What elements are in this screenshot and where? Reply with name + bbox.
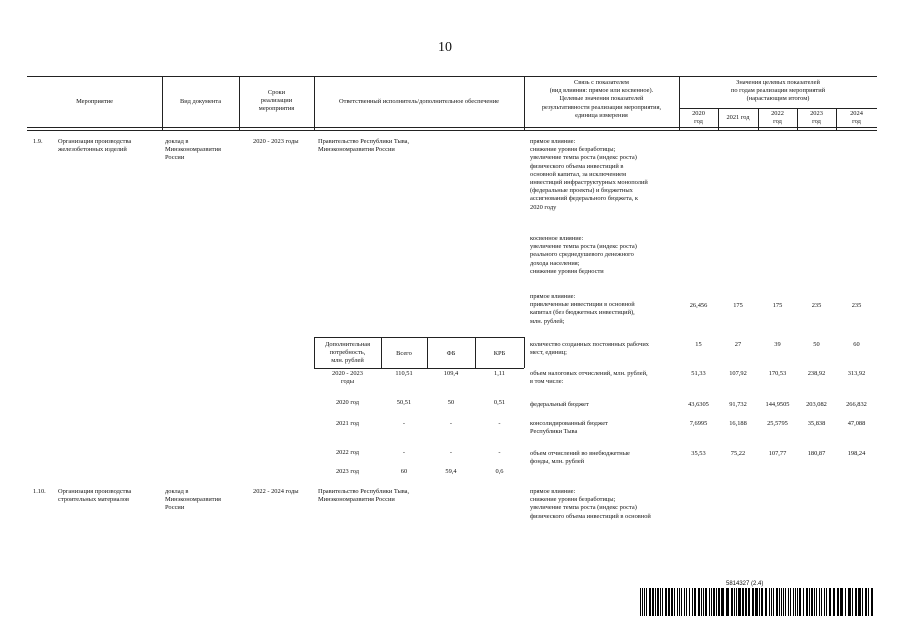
value-cell: 47,088 (847, 420, 866, 427)
value-cell: 25,5795 (767, 420, 788, 427)
financing-fb: 50 (447, 399, 455, 406)
barcode-bar (660, 588, 661, 616)
year-2021: 2021 год (726, 114, 750, 121)
value-cell: 51,33 (691, 370, 706, 377)
barcode-image (640, 588, 876, 616)
header-responsible: Ответственный исполнитель/дополнительное обеспечение (339, 98, 499, 105)
barcode-bar (646, 588, 647, 616)
barcode-bar (868, 588, 869, 616)
financing-fb: - (449, 420, 453, 427)
year-2022: 2022 год (771, 110, 784, 126)
barcode-bar (731, 588, 733, 616)
financing-header-need: Дополнительная потребность, млн. рублей (324, 341, 371, 365)
barcode-bar (773, 588, 774, 616)
financing-period: 2023 год (335, 468, 360, 475)
row-deadline: 2020 - 2023 годы (253, 138, 299, 145)
barcode-bar (765, 588, 767, 616)
barcode-bar (840, 588, 843, 616)
row-responsible: Правительство Республики Тыва, Минэкономразвития России (318, 138, 410, 154)
barcode-bar (684, 588, 685, 616)
value-cell: 198,24 (847, 450, 866, 457)
barcode-bar (785, 588, 786, 616)
barcode-bar (769, 588, 770, 616)
value-cell: 16,188 (729, 420, 747, 427)
row-doc-type: доклад в Минэкономразвития России (165, 138, 221, 162)
table-header-bottom-rule (27, 127, 877, 128)
value-cell: 235 (851, 302, 862, 309)
barcode-bar (833, 588, 835, 616)
financing-krb: - (498, 420, 501, 427)
barcode-bar (821, 588, 822, 616)
barcode-bar (718, 588, 720, 616)
barcode-bar (845, 588, 846, 616)
barcode-bar (865, 588, 867, 616)
value-cell: 313,92 (847, 370, 866, 377)
barcode-bar (671, 588, 673, 616)
indirect-influence-block: косвенное влияние: увеличение темпа роста (индекс роста) реального среднедушевого денежного дохода населения; снижение уровня бедности (530, 235, 637, 275)
barcode-bar (713, 588, 715, 616)
barcode-bar (686, 588, 687, 616)
value-cell: 107,77 (768, 450, 787, 457)
federal-label: федеральный бюджет (530, 401, 589, 408)
barcode-bar (642, 588, 643, 616)
value-cell: 7,6995 (689, 420, 708, 427)
barcode-bar (797, 588, 798, 616)
barcode-bar (662, 588, 663, 616)
barcode-bar (858, 588, 861, 616)
barcode-bar (776, 588, 778, 616)
direct-influence-block: прямое влияние: снижение уровня безработицы; увеличение темпа роста (индекс роста) физического объема инвестиций в основной (530, 488, 651, 520)
year-2020: 2020 год (692, 110, 705, 126)
barcode-label: 5814327 (2.4) (726, 581, 764, 587)
barcode-bar (771, 588, 772, 616)
value-cell: 175 (772, 302, 783, 309)
jobs-block: количество созданных постоянных рабочих мест, единиц; (530, 341, 649, 357)
years-header-rule (679, 108, 877, 109)
barcode-bar (781, 588, 782, 616)
barcode-bar (837, 588, 839, 616)
barcode-bar (748, 588, 750, 616)
financing-fb: 109,4 (443, 370, 459, 377)
barcode-bar (826, 588, 827, 616)
financing-period: 2020 - 2023 годы (332, 370, 363, 386)
barcode-bar (698, 588, 700, 616)
barcode-bar (816, 588, 817, 616)
value-cell: 15 (695, 341, 702, 348)
consolidated-block: консолидированный бюджет Республики Тыва (530, 420, 608, 436)
table-header-double-rule (27, 130, 877, 131)
row-number: 1.10. (33, 488, 46, 495)
header-doc-type: Вид документа (179, 98, 222, 105)
value-cell: 35,53 (691, 450, 706, 457)
barcode-bar (726, 588, 729, 616)
value-cell: 175 (733, 302, 743, 309)
value-cell: 75,22 (730, 450, 746, 457)
row-event: Организация производства железобетонных изделий (58, 138, 132, 154)
barcode-bar (657, 588, 659, 616)
barcode-bar (752, 588, 754, 616)
barcode-bar (649, 588, 651, 616)
barcode-bar (803, 588, 804, 616)
financing-krb: 0,51 (493, 399, 506, 406)
barcode-bar (721, 588, 724, 616)
financing-period: 2020 год (335, 399, 360, 406)
value-cell: 170,53 (768, 370, 787, 377)
financing-header-fb: ФБ (446, 350, 456, 357)
financing-total: 110,51 (395, 370, 413, 377)
row-doc-type: доклад в Минэкономразвития России (165, 488, 221, 512)
barcode-bar (701, 588, 702, 616)
value-cell: 180,87 (807, 450, 826, 457)
value-cell: 27 (734, 341, 742, 348)
barcode-bar (790, 588, 791, 616)
financing-header-rule (314, 368, 524, 369)
financing-fb: - (449, 449, 453, 456)
barcode-bar (852, 588, 853, 616)
header-event: Мероприятие (76, 98, 113, 105)
barcode-bar (793, 588, 794, 616)
value-cell: 91,732 (729, 401, 747, 408)
financing-total: - (402, 420, 406, 427)
financing-krb: - (498, 449, 501, 456)
barcode-bar (811, 588, 813, 616)
financing-krb: 1,11 (494, 370, 505, 377)
barcode-bar (799, 588, 801, 616)
barcode-bar (677, 588, 678, 616)
barcode-bar (716, 588, 717, 616)
barcode-bar (819, 588, 820, 616)
barcode-bar (674, 588, 675, 616)
barcode-bar (692, 588, 693, 616)
financing-header-total: Всего (396, 350, 412, 357)
header-targets: Значения целевых показателей по годам реализации мероприятий (нарастающим итогом) (730, 79, 826, 103)
barcode-bar (703, 588, 704, 616)
financing-divider (524, 337, 525, 368)
value-cell: 266,832 (846, 401, 867, 408)
financing-top-rule (314, 337, 524, 338)
barcode-bar (711, 588, 712, 616)
value-cell: 203,082 (806, 401, 827, 408)
barcode-bar (738, 588, 741, 616)
value-cell: 60 (853, 341, 860, 348)
financing-fb: 59,4 (445, 468, 457, 475)
financing-period: 2021 год (335, 420, 360, 427)
barcode-bar (734, 588, 735, 616)
financing-period: 2022 год (335, 449, 360, 456)
barcode-bar (689, 588, 690, 616)
row-number: 1.9. (33, 138, 43, 145)
barcode-bar (829, 588, 831, 616)
value-cell: 235 (811, 302, 822, 309)
barcode-bar (871, 588, 873, 616)
barcode-bar (779, 588, 780, 616)
barcode-bar (809, 588, 810, 616)
financing-krb: 0,6 (495, 468, 504, 475)
barcode-bar (640, 588, 641, 616)
row-deadline: 2022 - 2024 годы (253, 488, 299, 495)
barcode-bar (788, 588, 789, 616)
value-cell: 43,6305 (688, 401, 709, 408)
financing-total: - (402, 449, 406, 456)
barcode-bar (814, 588, 815, 616)
year-2024: 2024 год (850, 110, 863, 126)
page-number: 10 (438, 40, 452, 55)
barcode-bar (848, 588, 851, 616)
barcode-bar (742, 588, 744, 616)
row-responsible: Правительство Республики Тыва, Минэкономразвития России (318, 488, 410, 504)
value-cell: 238,92 (807, 370, 826, 377)
barcode-bar (652, 588, 654, 616)
barcode-bar (694, 588, 696, 616)
header-indicator: Связь с показателем (вид влияния: прямое или косвенное). Целевые значения показателей результативности реализации мероприятия, единица измерения (541, 79, 662, 119)
barcode-bar (745, 588, 747, 616)
barcode-bar (862, 588, 863, 616)
financing-total: 50,51 (396, 399, 412, 406)
value-cell: 50 (813, 341, 820, 348)
value-cell: 39 (774, 341, 781, 348)
direct-influence-block: прямое влияние: снижение уровня безработицы; увеличение темпа роста (индекс роста) физического объема инвестиций в основной капитал, за исключением инвестиций инфраструктурных монополий (федеральные проекты) и бюджетных ассигнований федерального бюджета, к 2020 году (530, 138, 648, 211)
barcode-bar (795, 588, 796, 616)
offbudget-block: объем отчислений во внебюджетные фонды, млн. рублей (530, 450, 630, 466)
barcode-bar (668, 588, 670, 616)
barcode-bar (681, 588, 682, 616)
barcode-bar (705, 588, 707, 616)
barcode-bar (665, 588, 667, 616)
barcode-bar (755, 588, 758, 616)
year-2023: 2023 год (810, 110, 823, 126)
barcode-bar (855, 588, 857, 616)
barcode-bar (759, 588, 760, 616)
investment-block: прямое влияние: привлеченные инвестиции в основной капитал (без бюджетных инвестиций), млн. рублей; (530, 293, 635, 325)
barcode-bar (824, 588, 825, 616)
value-cell: 144,9505 (765, 401, 790, 408)
header-deadline: Сроки реализации мероприятия (258, 89, 295, 113)
financing-total: 60 (400, 468, 408, 475)
value-cell: 35,838 (807, 420, 826, 427)
barcode-bar (679, 588, 680, 616)
table-top-rule (27, 76, 877, 77)
barcode-bar (644, 588, 645, 616)
barcode-bar (806, 588, 808, 616)
row-event: Организация производства строительных материалов (58, 488, 132, 504)
barcode-bar (709, 588, 710, 616)
value-cell: 26,456 (689, 302, 708, 309)
barcode-bar (783, 588, 784, 616)
barcode-bar (761, 588, 763, 616)
financing-header-krb: КРБ (493, 350, 506, 357)
taxes-block: объем налоговых отчислений, млн. рублей, в том числе: (530, 370, 648, 386)
barcode-bar (736, 588, 737, 616)
value-cell: 107,92 (729, 370, 747, 377)
barcode-bar (655, 588, 656, 616)
